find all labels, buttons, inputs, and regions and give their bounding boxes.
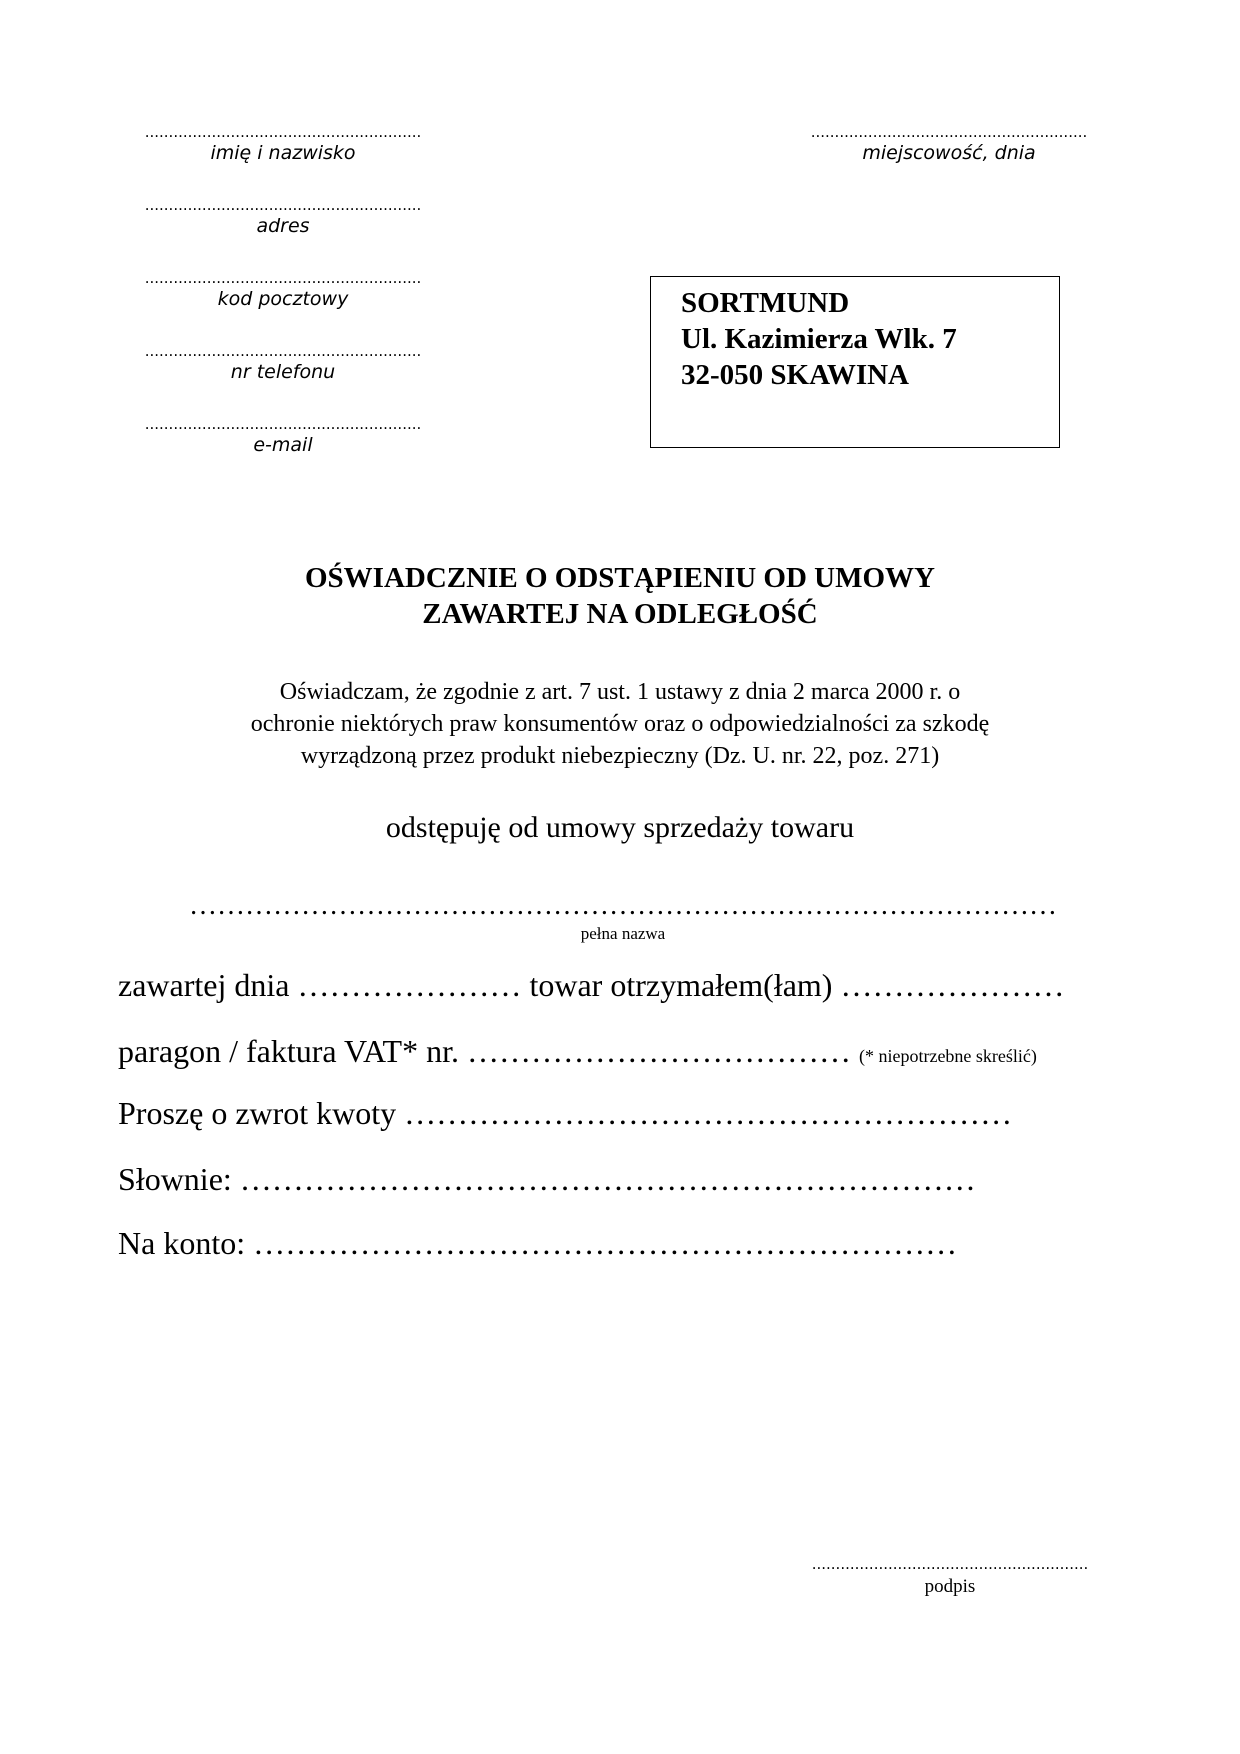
contract-date-line — [118, 966, 1064, 1004]
receipt-note: (* niepotrzebne skreślić) — [858, 1046, 1037, 1066]
recipient-street: Ul. Kazimierza Wlk. 7 — [681, 323, 957, 355]
dotted-line: .......................................................... — [144, 270, 422, 286]
account-label: Na konto: — [118, 1225, 246, 1261]
sender-postcode-field — [118, 270, 448, 310]
document-title — [0, 560, 1240, 632]
dotted-line: .......................................................... — [810, 124, 1088, 140]
place-date-field — [784, 124, 1114, 164]
statement-line-3: wyrządzoną przez produkt niebezpieczny (Dz. U. nr. 22, poz. 271) — [300, 743, 940, 769]
account-line — [118, 1224, 957, 1262]
account-dots: ………………………………………………………… — [253, 1225, 958, 1261]
received-label: towar otrzymałem(łam) — [529, 967, 833, 1003]
amount-in-words-line — [118, 1160, 976, 1198]
refund-label: Proszę o zwrot kwoty — [118, 1095, 397, 1131]
field-caption: pełna nazwa — [580, 924, 666, 943]
field-caption: e-mail — [253, 434, 313, 456]
received-dots: ………………… — [840, 967, 1065, 1003]
dotted-line: .......................................................... — [811, 1556, 1089, 1572]
words-dots: …………………………………………………………… — [239, 1161, 976, 1197]
field-caption: imię i nazwisko — [210, 142, 356, 164]
field-caption: nr telefonu — [230, 361, 336, 383]
field-caption: kod pocztowy — [217, 288, 349, 310]
title-line-1: OŚWIADCZNIE O ODSTĄPIENIU OD UMOWY — [304, 562, 935, 594]
title-line-2: ZAWARTEJ NA ODLEGŁOŚĆ — [422, 598, 818, 630]
words-label: Słownie: — [118, 1161, 232, 1197]
signature-caption: podpis — [924, 1576, 976, 1597]
dotted-line: .......................................................... — [144, 124, 422, 140]
dotted-line: .......................................................... — [144, 197, 422, 213]
statement-line-2: ochronie niektórych praw konsumentów oraz o odpowiedzialności za szkodę — [250, 711, 990, 737]
contract-date-dots: ………………… — [297, 967, 522, 1003]
contract-date-label: zawartej dnia — [118, 967, 290, 1003]
receipt-line — [118, 1032, 1037, 1075]
refund-line — [118, 1094, 1012, 1132]
sender-email-field — [118, 416, 448, 456]
dotted-line: .......................................................... — [144, 343, 422, 359]
refund-dots: ………………………………………………… — [404, 1095, 1013, 1131]
receipt-dots: ……………………………… — [466, 1033, 851, 1069]
receipt-label: paragon / faktura VAT* nr. — [118, 1033, 459, 1069]
dotted-line: .......................................................... — [144, 416, 422, 432]
statement-line-1: Oświadczam, że zgodnie z art. 7 ust. 1 ustawy z dnia 2 marca 2000 r. o — [279, 679, 961, 705]
dotted-line: ………………………………………………………………………………… — [189, 892, 1057, 920]
withdrawal-declaration: odstępuję od umowy sprzedaży towaru — [385, 811, 855, 844]
signature-field — [780, 1556, 1120, 1598]
recipient-address-box — [650, 276, 1060, 448]
legal-statement — [0, 676, 1240, 772]
sender-address-field — [118, 197, 448, 237]
field-caption: miejscowość, dnia — [862, 142, 1036, 164]
field-caption: adres — [256, 215, 310, 237]
recipient-city: 32-050 SKAWINA — [681, 359, 909, 391]
recipient-company: SORTMUND — [681, 287, 850, 319]
sender-phone-field — [118, 343, 448, 383]
sender-name-field — [118, 124, 448, 164]
product-name-field — [138, 892, 1108, 944]
